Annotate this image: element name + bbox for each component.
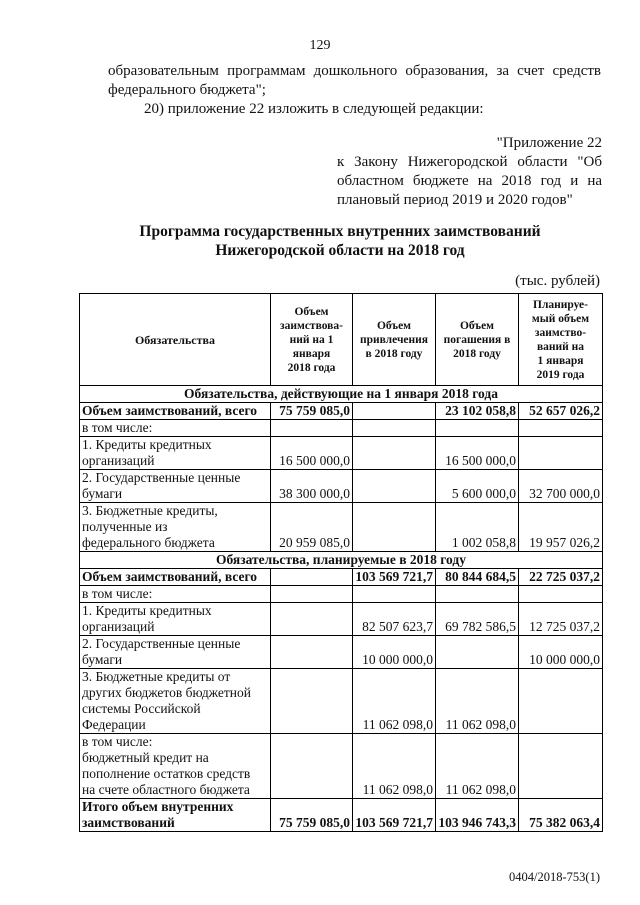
row-label: 2. Государственные ценные бумаги [80, 636, 271, 669]
table-rows-planned [80, 569, 603, 832]
cell-c3: 16 500 000,0 [436, 437, 519, 470]
cell-c3 [436, 586, 519, 603]
appendix-line-3: областном бюджете на 2018 год и на [337, 173, 602, 189]
cell-c2 [353, 403, 436, 420]
borrowings-table [79, 293, 603, 832]
cell-c3: 11 062 098,0 [436, 734, 519, 799]
cell-c1 [271, 734, 353, 799]
appendix-heading [337, 134, 602, 210]
cell-c4: 10 000 000,0 [519, 636, 603, 669]
units-label: (тыс. рублей) [515, 273, 600, 289]
title-line-1: Программа государственных внутренних заимствований [139, 223, 541, 240]
table-row [80, 669, 603, 734]
cell-c2: 82 507 623,7 [353, 603, 436, 636]
cell-c2 [353, 470, 436, 503]
cell-c2 [353, 503, 436, 552]
cell-c2 [353, 437, 436, 470]
header-obligations: Обязательства [80, 294, 271, 386]
table-row [80, 603, 603, 636]
cell-c4 [519, 437, 603, 470]
header-volume-jan-2018: Объем заимствова- ний на 1 января 2018 года [271, 294, 353, 386]
header-attraction-2018: Объем привлечения в 2018 году [353, 294, 436, 386]
section-title-existing: Обязательства, действующие на 1 января 2018 года [80, 386, 603, 403]
cell-c1: 38 300 000,0 [271, 470, 353, 503]
cell-c2 [353, 420, 436, 437]
intro-line-2: федерального бюджета"; [108, 82, 266, 98]
table-row [80, 636, 603, 669]
cell-c3 [436, 420, 519, 437]
cell-c2: 11 062 098,0 [353, 734, 436, 799]
header-planned-jan-2019: Планируе- мый объем заимство- ваний на 1 января 2019 года [519, 294, 603, 386]
section-row-existing [80, 386, 603, 403]
cell-c3: 103 946 743,3 [436, 799, 519, 832]
cell-c4: 12 725 037,2 [519, 603, 603, 636]
cell-c4 [519, 669, 603, 734]
appendix-line-1: "Приложение 22 [496, 135, 602, 151]
table-header-row [80, 294, 603, 386]
cell-c3: 1 002 058,8 [436, 503, 519, 552]
row-label: в том числе: [80, 586, 271, 603]
row-label: 1. Кредиты кредитных организаций [80, 437, 271, 470]
row-label: в том числе: [80, 420, 271, 437]
appendix-line-4: плановый период 2019 и 2020 годов" [337, 192, 573, 208]
cell-c4: 19 957 026,2 [519, 503, 603, 552]
cell-c2: 11 062 098,0 [353, 669, 436, 734]
cell-c2: 103 569 721,7 [353, 799, 436, 832]
cell-c3: 11 062 098,0 [436, 669, 519, 734]
cell-c1: 75 759 085,0 [271, 403, 353, 420]
document-title [80, 222, 600, 260]
section-row-planned [80, 552, 603, 569]
table-row [80, 734, 603, 799]
row-label: 2. Государственные ценные бумаги [80, 470, 271, 503]
cell-c1 [271, 420, 353, 437]
row-label: 1. Кредиты кредитных организаций [80, 603, 271, 636]
cell-c2 [353, 586, 436, 603]
table-row [80, 799, 603, 832]
cell-c4: 32 700 000,0 [519, 470, 603, 503]
row-label: Объем заимствований, всего [80, 403, 271, 420]
cell-c4: 75 382 063,4 [519, 799, 603, 832]
row-label: Объем заимствований, всего [80, 569, 271, 586]
table-row [80, 503, 603, 552]
cell-c3: 23 102 058,8 [436, 403, 519, 420]
cell-c1 [271, 569, 353, 586]
cell-c4: 22 725 037,2 [519, 569, 603, 586]
page-number: 129 [309, 38, 331, 53]
table-row [80, 569, 603, 586]
cell-c1: 75 759 085,0 [271, 799, 353, 832]
header-repayment-2018: Объем погашения в 2018 году [436, 294, 519, 386]
footer-code: 0404/2018-753(1) [509, 870, 600, 884]
appendix-line-2: к Закону Нижегородской области "Об [337, 154, 602, 170]
cell-c3: 5 600 000,0 [436, 470, 519, 503]
table-row [80, 403, 603, 420]
cell-c1 [271, 636, 353, 669]
intro-line-3: 20) приложение 22 изложить в следующей редакции: [144, 101, 484, 117]
section-title-planned: Обязательства, планируемые в 2018 году [80, 552, 603, 569]
table-row [80, 420, 603, 437]
table-row [80, 470, 603, 503]
row-label: Итого объем внутренних заимствований [80, 799, 271, 832]
cell-c3: 80 844 684,5 [436, 569, 519, 586]
cell-c4: 52 657 026,2 [519, 403, 603, 420]
cell-c2: 10 000 000,0 [353, 636, 436, 669]
cell-c2: 103 569 721,7 [353, 569, 436, 586]
intro-text [108, 62, 601, 119]
cell-c4 [519, 734, 603, 799]
row-label: 3. Бюджетные кредиты от других бюджетов бюджетной системы Российской Федерации [80, 669, 271, 734]
row-label: 3. Бюджетные кредиты, полученные из федерального бюджета [80, 503, 271, 552]
cell-c1: 20 959 085,0 [271, 503, 353, 552]
table-row [80, 586, 603, 603]
cell-c4 [519, 420, 603, 437]
cell-c1 [271, 669, 353, 734]
table-rows-existing [80, 403, 603, 552]
cell-c3 [436, 636, 519, 669]
row-label: в том числе: бюджетный кредит на пополнение остатков средств на счете областного бюджета [80, 734, 271, 799]
cell-c1: 16 500 000,0 [271, 437, 353, 470]
title-line-2: Нижегородской области на 2018 год [215, 242, 465, 259]
table-row [80, 437, 603, 470]
table-body [80, 386, 603, 403]
cell-c4 [519, 586, 603, 603]
intro-line-1: образовательным программам дошкольного образования, за счет средств [108, 63, 601, 79]
cell-c3: 69 782 586,5 [436, 603, 519, 636]
cell-c1 [271, 586, 353, 603]
cell-c1 [271, 603, 353, 636]
